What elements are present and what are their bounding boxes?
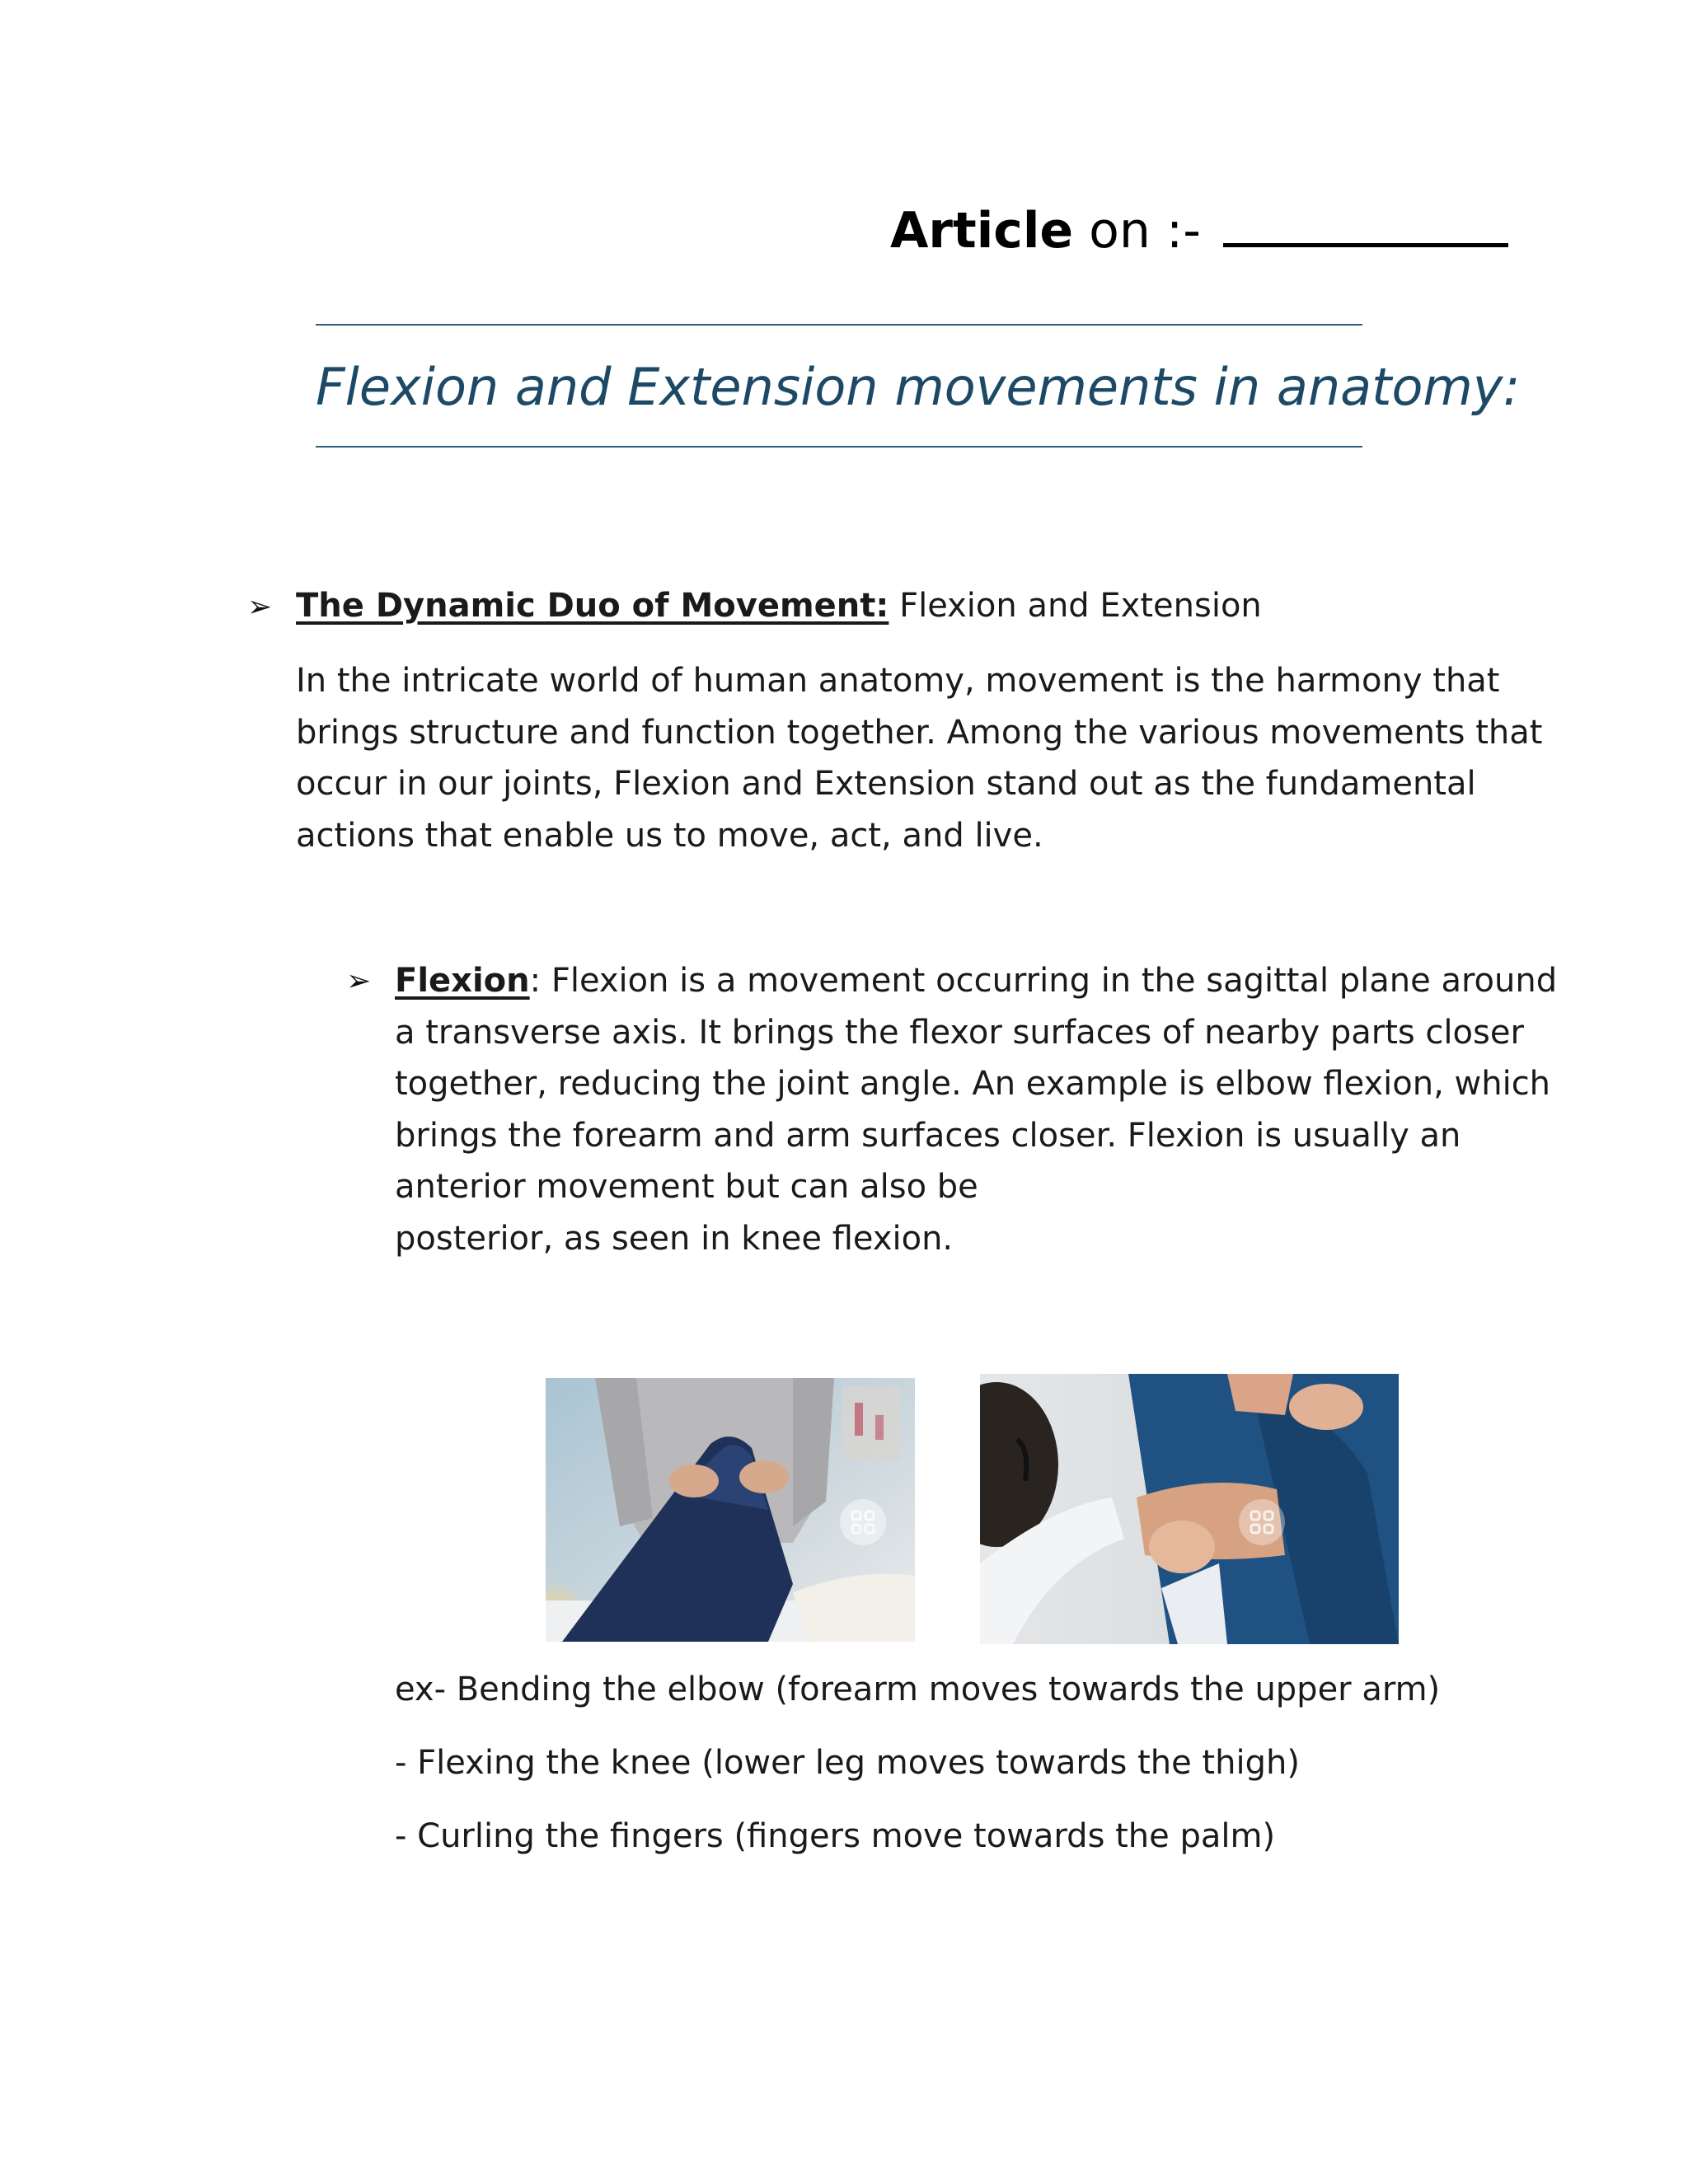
section-heading-bold: The Dynamic Duo of Movement: — [296, 587, 889, 625]
intro-paragraph — [296, 655, 1543, 861]
arrow-bullet-icon: ➢ — [346, 964, 372, 998]
title-rule-bottom — [316, 446, 1362, 448]
paragraph-line: posterior, as seen in knee flexion. — [395, 1219, 954, 1258]
example-item: ex- Bending the elbow (forearm moves towards the upper arm) — [395, 1671, 1441, 1708]
paragraph-line: brings structure and function together. Among the various movements that — [296, 713, 1543, 752]
example-item: - Flexing the knee (lower leg moves towards the thigh) — [395, 1744, 1300, 1782]
paragraph-line: together, reducing the joint angle. An example is elbow flexion, which — [395, 1065, 1551, 1103]
paragraph-line: anterior movement but can also be — [395, 1168, 978, 1206]
arrow-bullet-icon: ➢ — [247, 590, 273, 624]
elbow-flexion-photo — [980, 1374, 1399, 1644]
article-label: Article — [890, 202, 1074, 260]
example-item: - Curling the fingers (fingers move towards the palm) — [395, 1817, 1276, 1855]
examples-list — [395, 1666, 1549, 1886]
document-title: Flexion and Extension movements in anatomy: — [316, 357, 1521, 417]
flexion-paragraph — [395, 955, 1558, 1264]
title-rule-top — [316, 324, 1362, 326]
flexion-first-line: : Flexion is a movement occurring in the sagittal plane around — [529, 962, 1558, 1000]
section-heading — [296, 582, 1262, 630]
knee-flexion-photo — [546, 1378, 915, 1642]
paragraph-line: In the intricate world of human anatomy, movement is the harmony that — [296, 662, 1500, 700]
paragraph-line: occur in our joints, Flexion and Extension stand out as the fundamental — [296, 765, 1476, 803]
paragraph-line: brings the forearm and arm surfaces closer. Flexion is usually an — [395, 1116, 1461, 1155]
paragraph-line: actions that enable us to move, act, and live. — [296, 816, 1043, 855]
paragraph-line: a transverse axis. It brings the flexor surfaces of nearby parts closer — [395, 1013, 1524, 1052]
article-header — [890, 198, 1484, 264]
section-heading-rest: Flexion and Extension — [889, 587, 1262, 625]
flexion-term: Flexion — [395, 962, 530, 1000]
blank-fill-line — [1223, 200, 1508, 247]
paragraph-line — [395, 955, 1558, 1007]
article-on-label: on :- — [1073, 202, 1217, 260]
